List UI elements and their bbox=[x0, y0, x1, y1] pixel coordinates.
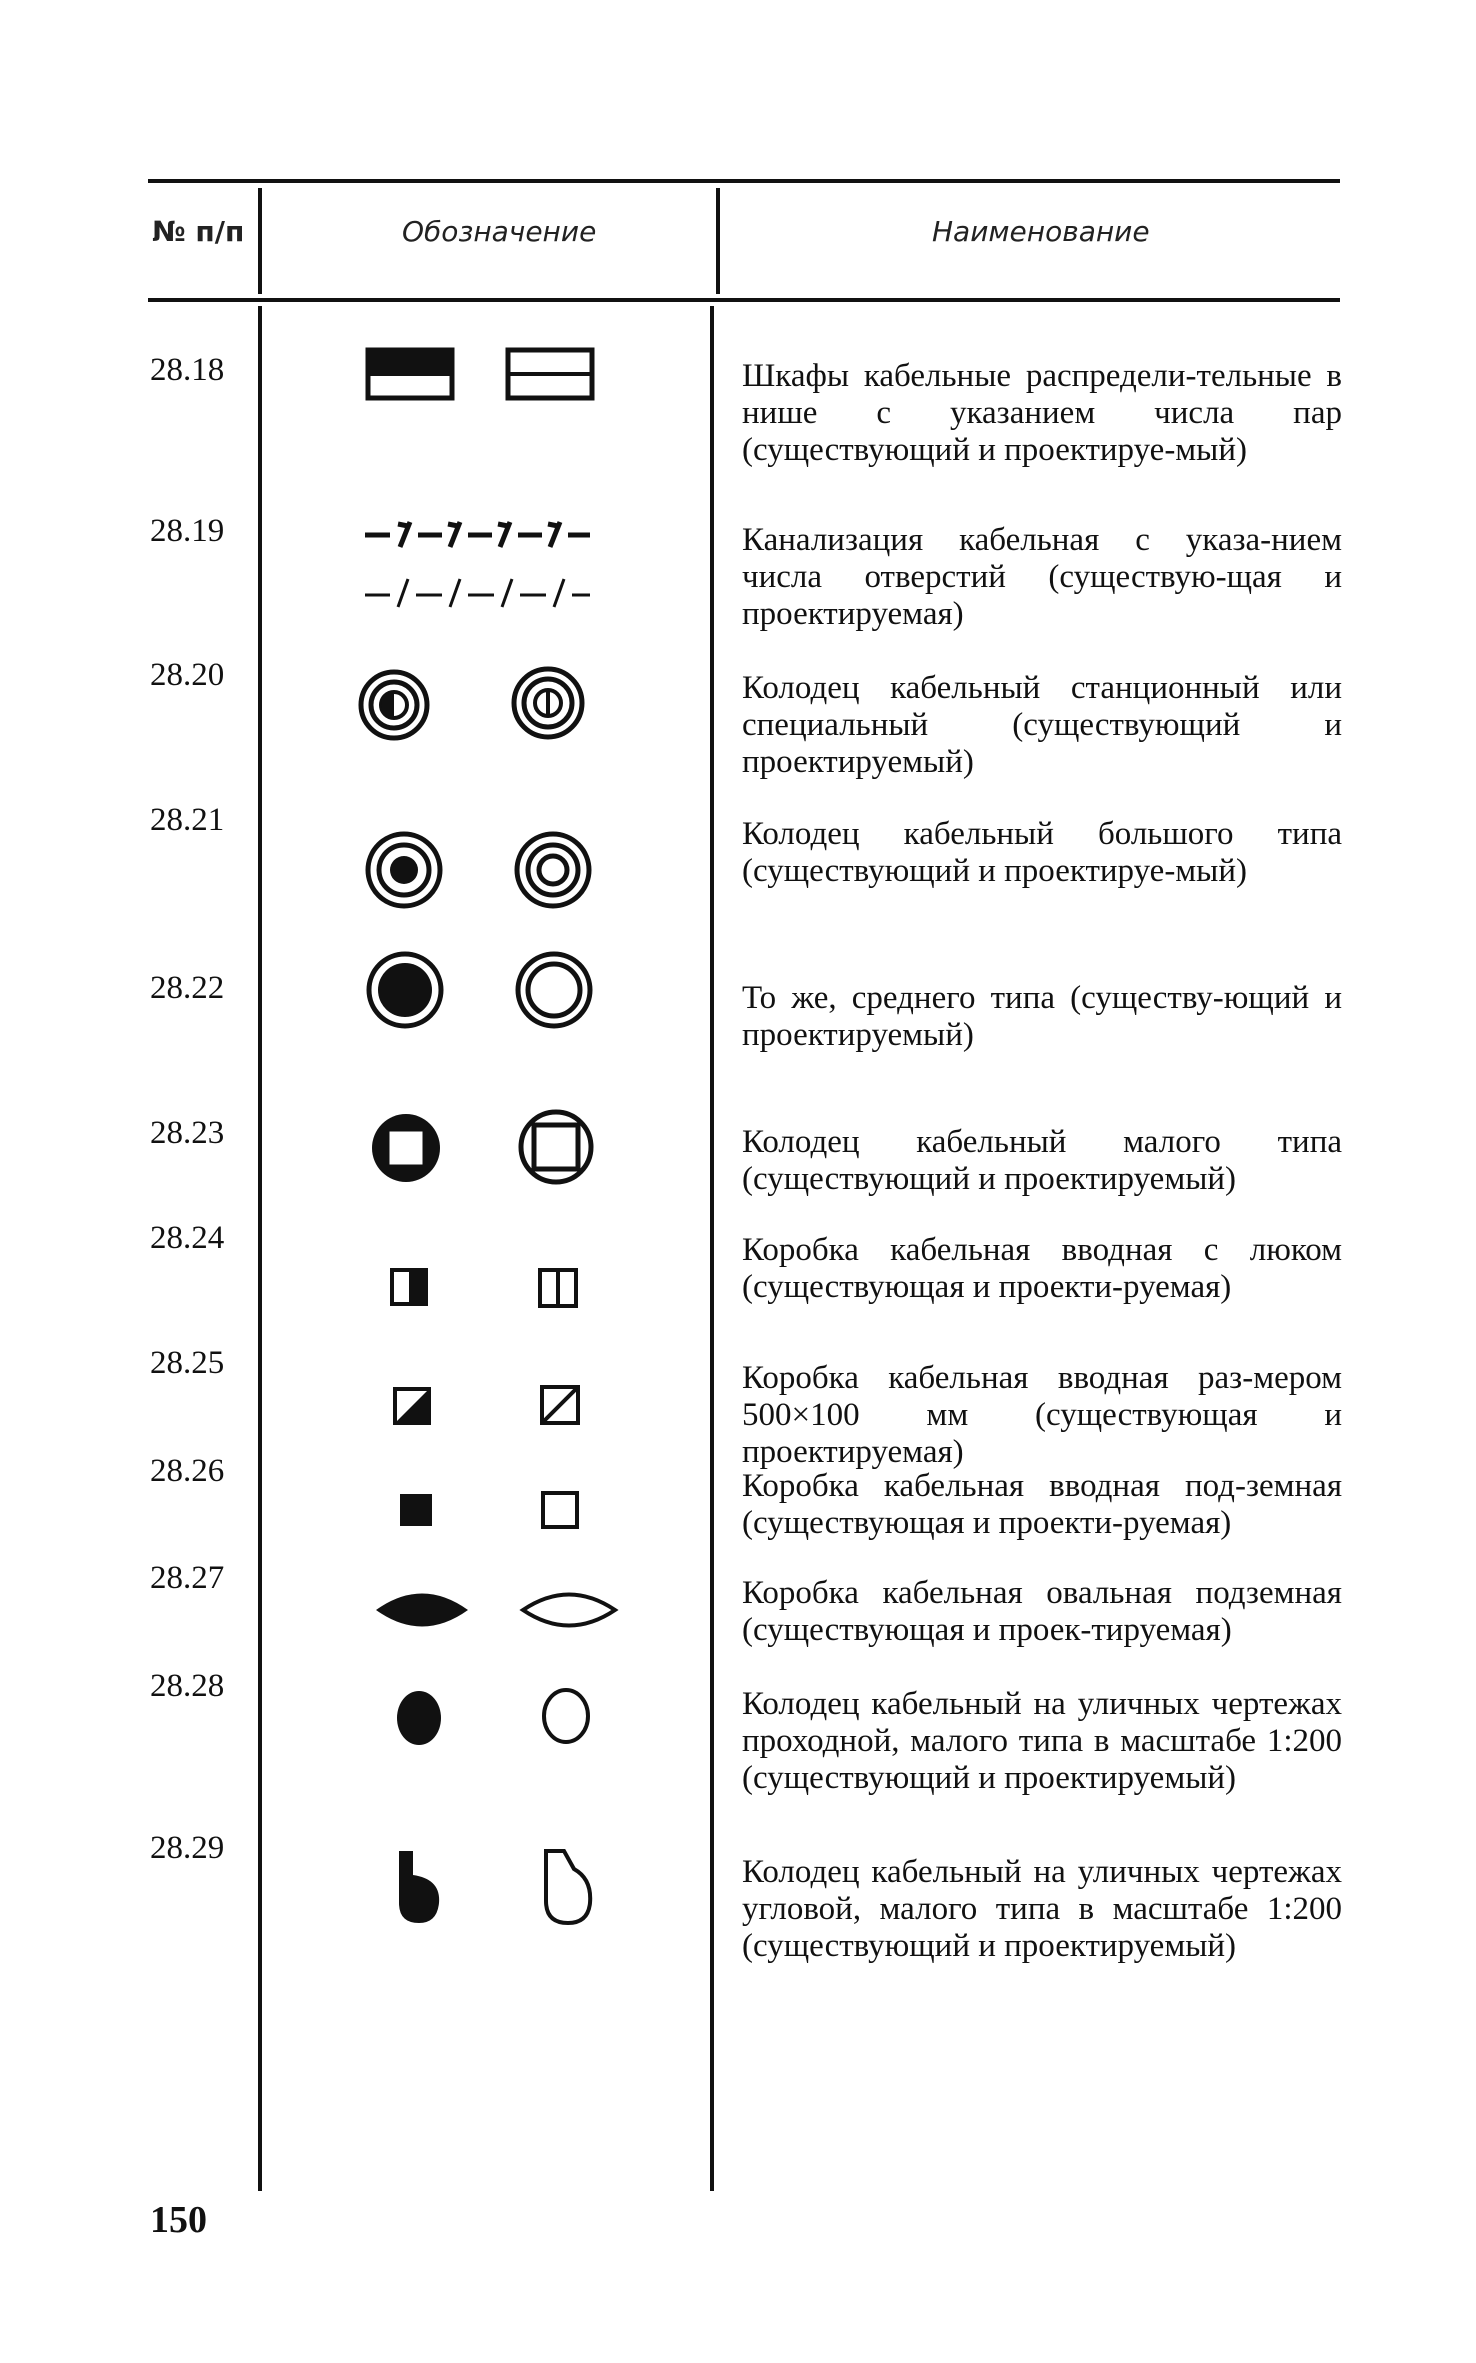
row-name: Канализация кабельная с указа-нием числа отверстий (существую-щая и проектируемая) bbox=[742, 522, 1342, 632]
large-well-outline-icon bbox=[513, 830, 593, 910]
row-number: 28.20 bbox=[150, 657, 225, 693]
row-number: 28.27 bbox=[150, 1560, 225, 1596]
page-number: 150 bbox=[150, 2199, 207, 2241]
hatch-box-outline-icon bbox=[538, 1268, 578, 1308]
corner-well-filled-icon bbox=[395, 1845, 445, 1925]
header-divider-1 bbox=[258, 188, 262, 294]
row-number: 28.24 bbox=[150, 1220, 225, 1256]
cabinet-outline-icon bbox=[505, 330, 595, 410]
row-number: 28.21 bbox=[150, 802, 225, 838]
medium-well-filled-icon bbox=[365, 950, 445, 1030]
row-name: Колодец кабельный малого типа (существующий и проектируемый) bbox=[742, 1124, 1342, 1197]
hatch-box-filled-icon bbox=[390, 1268, 428, 1306]
small-well-outline-icon bbox=[517, 1108, 595, 1186]
large-well-filled-icon bbox=[364, 830, 444, 910]
row-number: 28.28 bbox=[150, 1668, 225, 1704]
row-name: Коробка кабельная овальная подземная (существующая и проек-тируемая) bbox=[742, 1575, 1342, 1648]
header-name: Наименование bbox=[932, 215, 1150, 248]
row-number: 28.19 bbox=[150, 513, 225, 549]
row-name: Шкафы кабельные распредели-тельные в нише с указанием числа пар (существующий и проектируе-мый) bbox=[742, 358, 1342, 468]
row-number: 28.29 bbox=[150, 1830, 225, 1866]
row-number: 28.23 bbox=[150, 1115, 225, 1151]
row-name: То же, среднего типа (существу-ющий и проектируемый) bbox=[742, 980, 1342, 1053]
square-filled-icon bbox=[398, 1492, 434, 1528]
table-top-rule bbox=[148, 179, 1340, 183]
oval-outline-icon bbox=[519, 1585, 619, 1635]
header-symbol: Обозначение bbox=[402, 215, 597, 248]
row-name: Колодец кабельный станционный или специальный (существующий и проектируемый) bbox=[742, 670, 1342, 780]
row-number: 28.18 bbox=[150, 352, 225, 388]
medium-well-outline-icon bbox=[514, 950, 594, 1030]
cabinet-filled-icon bbox=[365, 330, 455, 410]
diagonal-box-filled-icon bbox=[393, 1387, 431, 1425]
row-name: Колодец кабельный большого типа (существующий и проектируе-мый) bbox=[742, 816, 1342, 889]
row-name: Колодец кабельный на уличных чертежах проходной, малого типа в масштабе 1:200 (существующий и проектируемый) bbox=[742, 1686, 1342, 1796]
row-number: 28.22 bbox=[150, 970, 225, 1006]
oval-filled-icon bbox=[372, 1585, 472, 1635]
square-outline-icon bbox=[540, 1490, 580, 1530]
header-divider-2 bbox=[716, 188, 720, 294]
street-well-filled-icon bbox=[394, 1688, 444, 1748]
row-name: Коробка кабельная вводная с люком (существующая и проекти-руемая) bbox=[742, 1232, 1342, 1305]
diagonal-box-outline-icon bbox=[540, 1385, 580, 1425]
row-name: Коробка кабельная вводная раз-мером 500×100 мм (существующая и проектируемая) bbox=[742, 1360, 1342, 1470]
street-well-outline-icon bbox=[540, 1686, 592, 1746]
header-number: № п/п bbox=[152, 215, 245, 248]
row-number: 28.25 bbox=[150, 1345, 225, 1381]
row-number: 28.26 bbox=[150, 1453, 225, 1489]
column-divider-2 bbox=[710, 306, 714, 2191]
small-well-filled-icon bbox=[368, 1110, 444, 1186]
corner-well-outline-icon bbox=[540, 1845, 596, 1927]
table-header-bottom-rule bbox=[148, 298, 1340, 302]
station-well-outline-icon bbox=[510, 665, 586, 741]
row-name: Колодец кабельный на уличных чертежах угловой, малого типа в масштабе 1:200 (существующий и проектируемый) bbox=[742, 1854, 1342, 1964]
station-well-filled-icon bbox=[357, 668, 431, 742]
row-name: Коробка кабельная вводная под-земная (существующая и проекти-руемая) bbox=[742, 1468, 1342, 1541]
conduit-line-projected-icon bbox=[360, 565, 595, 615]
